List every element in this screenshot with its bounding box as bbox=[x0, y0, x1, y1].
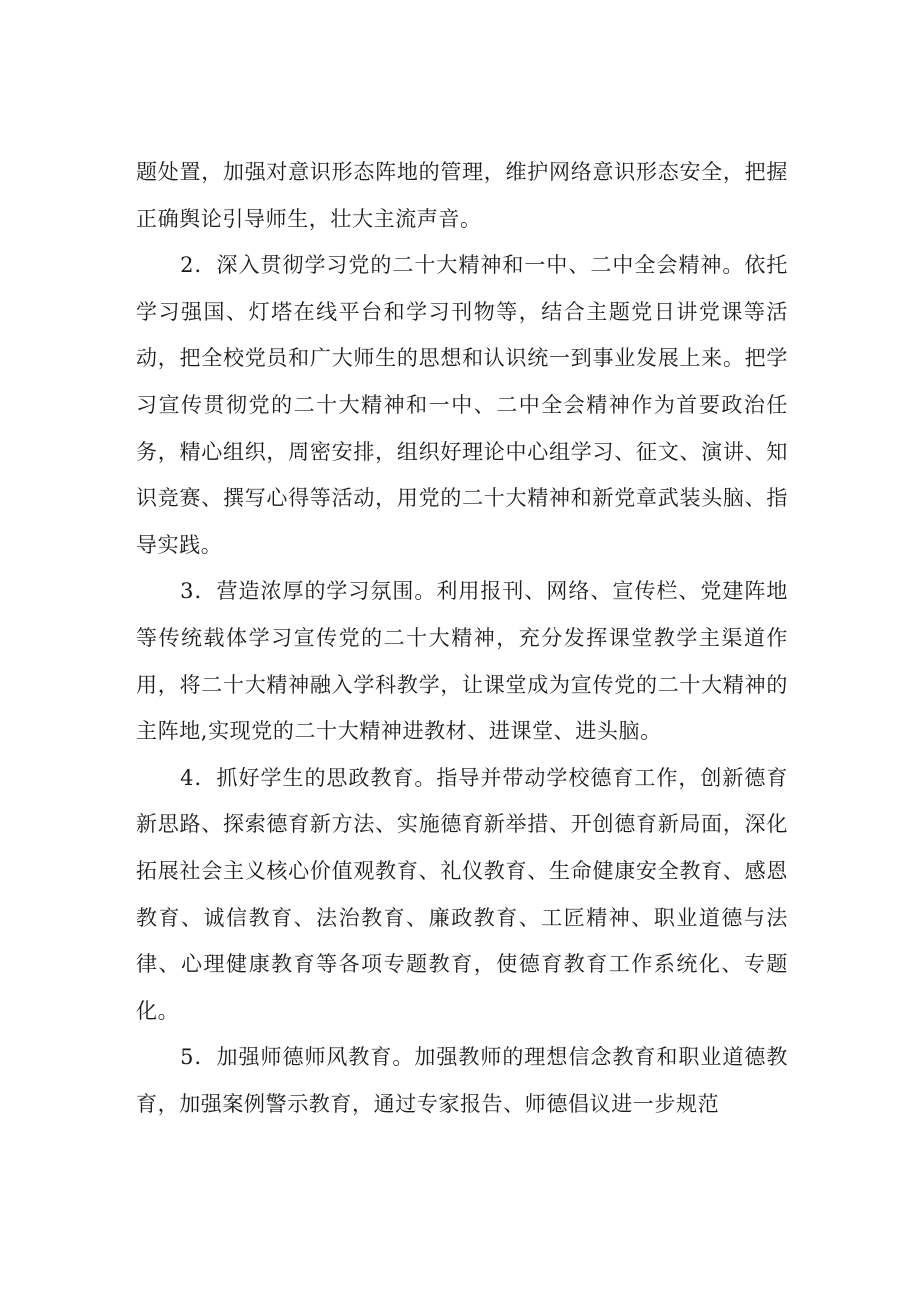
paragraph-item-2: 2．深入贯彻学习党的二十大精神和一中、二中全会精神。依托学习强国、灯塔在线平台和学习刊物等，结合主题党日讲党课等活动，把全校党员和广大师生的思想和认识统一到事业发展上来。把学习宣传贯彻党的二十大精神和一中、二中全会精神作为首要政治任务，精心组织，周密安排，组织好理论中心组学习、征文、演讲、知识竞赛、撰写心得等活动，用党的二十大精神和新党章武装头脑、指导实践。 bbox=[136, 253, 788, 557]
paragraph-item-3: 3．营造浓厚的学习氛围。利用报刊、网络、宣传栏、党建阵地等传统载体学习宣传党的二十大精神，充分发挥课堂教学主渠道作用，将二十大精神融入学科教学，让课堂成为宣传党的二十大精神的主阵地,实现党的二十大精神进教材、进课堂、进头脑。 bbox=[136, 579, 788, 744]
paragraph-continuation: 题处置，加强对意识形态阵地的管理，维护网络意识形态安全，把握正确舆论引导师生，壮大主流声音。 bbox=[136, 160, 788, 231]
paragraph-item-5: 5．加强师德师风教育。加强教师的理想信念教育和职业道德教育，加强案例警示教育，通过专家报告、师德倡议进一步规范 bbox=[136, 1045, 788, 1116]
document-body bbox=[136, 149, 788, 1127]
paragraph-item-4: 4．抓好学生的思政教育。指导并带动学校德育工作，创新德育新思路、探索德育新方法、实施德育新举措、开创德育新局面，深化拓展社会主义核心价值观教育、礼仪教育、生命健康安全教育、感恩教育、诚信教育、法治教育、廉政教育、工匠精神、职业道德与法律、心理健康教育等各项专题教育，使德育教育工作系统化、专题化。 bbox=[136, 765, 788, 1023]
